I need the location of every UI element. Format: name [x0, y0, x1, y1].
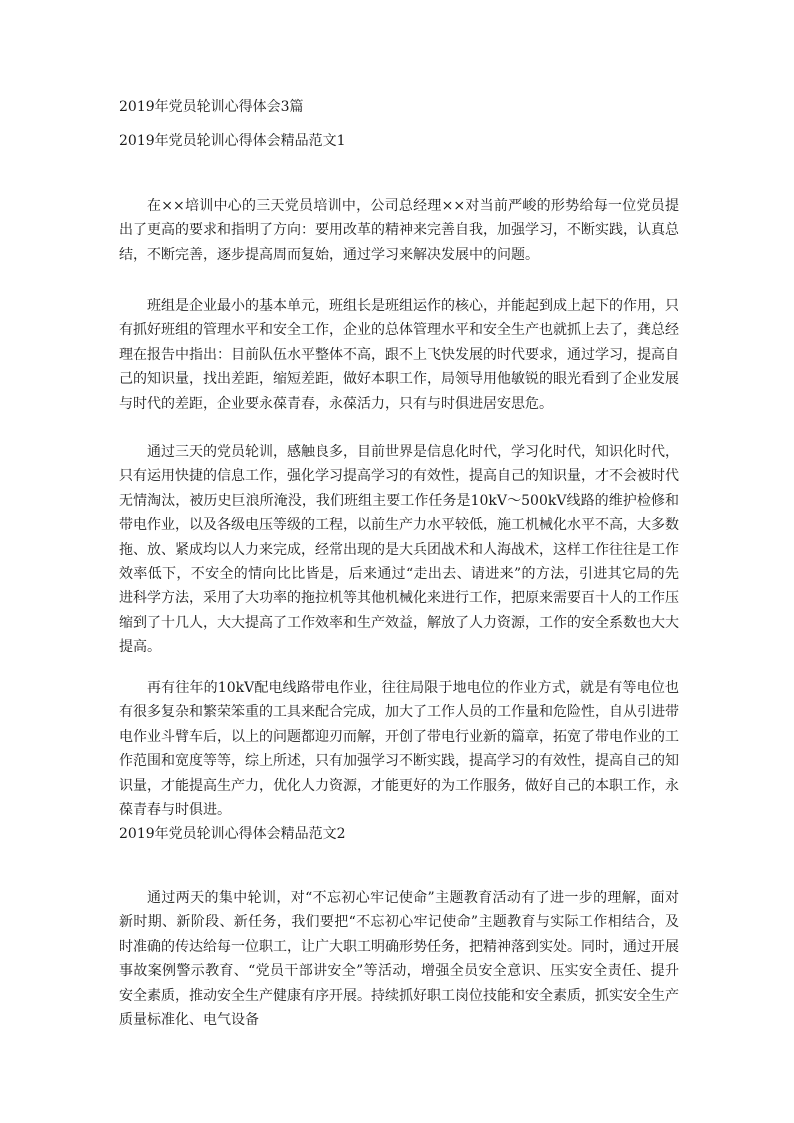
section-heading-1: 2019年党员轮训心得体会精品范文1 [119, 133, 346, 149]
document-title: 2019年党员轮训心得体会3篇 [119, 99, 304, 115]
section-1-paragraph-2: 班组是企业最小的基本单元，班组长是班组运作的核心，并能起到成上起下的作用，只有抓好班组的管理水平和安全工作，企业的总体管理水平和安全生产也就抓上去了，龚总经理在报告中指出：目前队伍水平整体不高，跟不上飞快发展的时代要求，通过学习，提高自己的知识量，找出差距，缩短差距，做好本职工作，局领导用他敏锐的眼光看到了企业发展与时代的差距，企业要永葆青春，永葆活力，只有与时俱进居安思危。 [119, 298, 679, 412]
section-1-paragraph-1: 在××培训中心的三天党员培训中，公司总经理××对当前严峻的形势给每一位党员提出了更高的要求和指明了方向：要用改革的精神来完善自我，加强学习，不断实践，认真总结，不断完善，逐步提高周而复始，通过学习来解决发展中的问题。 [119, 198, 679, 263]
section-1-paragraph-4: 再有往年的10kV配电线路带电作业，往往局限于地电位的作业方式，就是有等电位也有很多复杂和繁荣笨重的工具来配合完成，加大了工作人员的工作量和危险性，自从引进带电作业斗臂车后，以上的问题都迎刃而解，开创了带电行业新的篇章，拓宽了带电作业的工作范围和宽度等等，综上所述，只有加强学习不断实践，提高学习的有效性，提高自己的知识量，才能提高生产力，优化人力资源，才能更好的为工作服务，做好自己的本职工作，永葆青春与时俱进。 [119, 680, 679, 819]
section-1-paragraph-3: 通过三天的党员轮训，感触良多，目前世界是信息化时代，学习化时代，知识化时代，只有运用快捷的信息工作，强化学习提高学习的有效性，提高自己的知识量，才不会被时代无情淘汰，被历史巨浪所淹没，我们班组主要工作任务是10kV～500kV线路的维护检修和带电作业，以及各级电压等级的工程，以前生产力水平较低，施工机械化水平不高，大多数拖、放、紧成均以人力来完成，经常出现的是大兵团战术和人海战术，这样工作往往是工作效率低下，不安全的情向比比皆是，后来通过“走出去、请进来”的方法，引进其它局的先进科学方法，采用了大功率的拖拉机等其他机械化来进行工作，把原来需要百十人的工作压缩到了十几人，大大提高了工作效率和生产效益，解放了人力资源，工作的安全系数也大大提高。 [119, 444, 679, 656]
section-2-paragraph-1: 通过两天的集中轮训，对“不忘初心牢记使命”主题教育活动有了进一步的理解，面对新时期、新阶段、新任务，我们要把“不忘初心牢记使命”主题教育与实际工作相结合，及时准确的传达给每一位职工，让广大职工明确形势任务，把精神落到实处。同时，通过开展事故案例警示教育、“党员干部讲安全”等活动，增强全员安全意识、压实安全责任、提升安全素质，推动安全生产健康有序开展。持续抓好职工岗位技能和安全素质，抓实安全生产质量标准化、电气设备 [119, 890, 679, 1029]
section-heading-2: 2019年党员轮训心得体会精品范文2 [119, 826, 346, 842]
